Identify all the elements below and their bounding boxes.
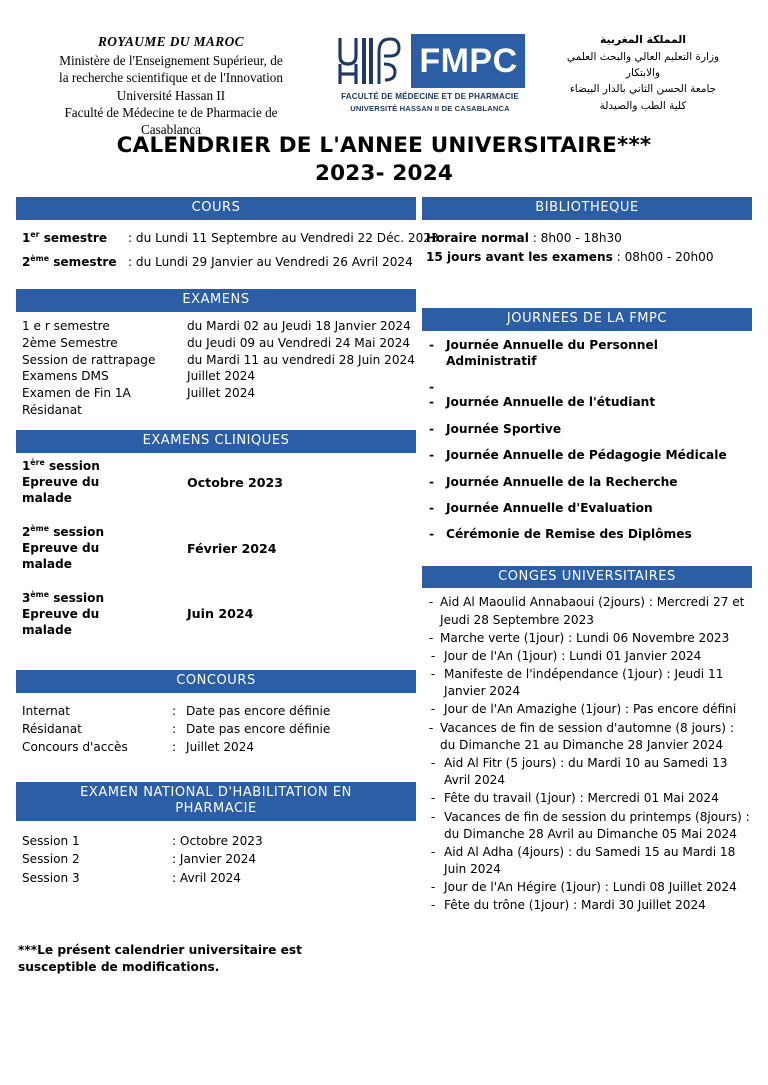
conge-item (422, 897, 752, 914)
section-body-cours (16, 220, 439, 271)
habilitation-row-value: : Janvier 2024 (172, 852, 257, 867)
header-university-line: Université Hassan II (116, 87, 226, 103)
concours-row-colon: : (172, 721, 177, 736)
right-column (422, 197, 752, 916)
habilitation-row (22, 869, 416, 887)
section-body-habilitation (16, 821, 416, 887)
spacer (422, 292, 752, 308)
bullet-dash-icon: - (429, 395, 435, 410)
conge-item-label: Jour de l'An Hégire (1jour) : Lundi 08 Juillet 2024 (444, 880, 737, 895)
examens-row-value: Juillet 2024 (187, 385, 256, 400)
header-arabic-line-5: كلية الطب والصيدلة (599, 99, 687, 112)
habilitation-row-value: : Octobre 2023 (172, 833, 263, 848)
bullet-dash-icon: - (429, 448, 435, 463)
journee-item-label: Journée Annuelle du Personnel Administratif (446, 338, 658, 369)
journee-item-label: Journée Sportive (446, 421, 562, 436)
spacer (16, 656, 416, 670)
logo-subtitle-2: UNIVERSITÉ HASSAN II DE CASABLANCA (350, 104, 510, 114)
bullet-dash-icon: - (430, 756, 436, 770)
bullet-dash-icon: - (428, 630, 434, 645)
conge-item-label: Manifeste de l'indépendance (1jour) : Jeudi 11 Janvier 2024 (444, 667, 724, 699)
habilitation-row (22, 850, 416, 868)
bibliotheque-row-label: Horaire normal (426, 230, 529, 245)
bullet-dash-icon: - (429, 474, 435, 489)
journee-item (424, 338, 752, 370)
conge-item (422, 630, 752, 647)
header-faculty-line-2: Casablanca (140, 122, 202, 138)
examens-row (22, 385, 416, 402)
conge-item (422, 594, 752, 628)
conge-item (422, 648, 752, 665)
conge-item (422, 809, 752, 843)
clinique-block-label: 3ème session Epreuve du malade (22, 589, 105, 637)
section-header-conges: CONGES UNIVERSITAIRES (422, 566, 752, 589)
journee-item-label: Cérémonie de Remise des Diplômes (446, 527, 692, 542)
clinique-block-value: Octobre 2023 (187, 474, 284, 490)
conge-item (422, 701, 752, 718)
conge-item-label: Vacances de fin de session d'automne (8 jours) : du Dimanche 21 au Dimanche 28 Janvier 2024 (440, 720, 734, 752)
logo-wordmark: FMPC (411, 34, 524, 88)
spacer (422, 266, 752, 292)
spacer (16, 418, 416, 430)
header-arabic-line-3: والابتكار (625, 67, 661, 79)
bullet-dash-icon: - (428, 595, 434, 610)
journee-item (424, 475, 752, 491)
habilitation-heading-line-1: EXAMEN NATIONAL D'HABILITATION EN (80, 785, 352, 801)
examens-row-label: 2ème Semestre (22, 335, 118, 350)
section-header-journees: JOURNEES DE LA FMPC (422, 308, 752, 331)
clinique-block (22, 458, 416, 507)
concours-row-label: Résidanat (22, 721, 82, 736)
page-title-year: 2023- 2024 (314, 160, 454, 186)
bullet-dash-icon: - (429, 527, 435, 542)
examens-row (22, 335, 416, 352)
bullet-dash-icon: - (429, 500, 435, 515)
journee-item-label: Journée Annuelle de la Recherche (446, 474, 678, 489)
bibliotheque-row-value: : 08h00 - 20h00 (612, 249, 714, 264)
bullet-dash-icon: - (429, 338, 435, 353)
clinique-block-label: 2ème session Epreuve du malade (22, 524, 105, 571)
header-ministry-line-1: Ministère de l'Enseignement Supérieur, de (59, 52, 283, 68)
bullet-dash-icon: - (428, 720, 434, 735)
section-header-bibliotheque: BIBLIOTHEQUE (422, 197, 752, 220)
left-column (16, 197, 439, 916)
section-header-examens-cliniques: EXAMENS CLINIQUES (16, 430, 416, 453)
concours-row-label: Concours d'accès (22, 739, 128, 754)
examens-row-label: Examens DMS (22, 369, 109, 384)
habilitation-row-label: Session 1 (22, 833, 80, 848)
logo-mark (340, 34, 520, 90)
conge-item-label: Aid Al Adha (4jours) : du Samedi 15 au Mardi 18 Juin 2024 (444, 844, 736, 877)
journee-item (424, 448, 752, 464)
examens-row (22, 368, 416, 385)
examens-row-value: du Mardi 02 au Jeudi 18 Janvier 2024 (187, 319, 411, 334)
concours-row-value: Juillet 2024 (186, 739, 255, 754)
header-arabic-block (534, 30, 752, 114)
concours-row (22, 720, 416, 738)
examens-row-value: du Jeudi 09 au Vendredi 24 Mai 2024 (187, 335, 411, 350)
header-arabic-line-2: وزارة التعليم العالي والبحث العلمي (566, 50, 720, 63)
bullet-dash-icon: - (429, 421, 435, 436)
logo-subtitle-1: FACULTÉ DE MÉDECINE ET DE PHARMACIE (341, 92, 519, 101)
section-body-conges (422, 588, 752, 914)
conge-item-label: Fête du travail (1jour) : Mercredi 01 Mai 2024 (444, 791, 719, 806)
journee-item (424, 501, 752, 517)
conge-item (422, 844, 752, 878)
concours-row-colon: : (172, 739, 177, 754)
conge-item-label: Aid Al Maoulid Annabaoui (2jours) : Mercredi 27 et Jeudi 28 Septembre 2023 (440, 595, 745, 627)
clinique-block-value: Juin 2024 (187, 606, 254, 622)
bullet-dash-icon: - (430, 702, 436, 717)
bullet-dash-icon: - (430, 667, 436, 682)
journee-item (424, 527, 752, 543)
conge-item (422, 790, 752, 807)
habilitation-row-label: Session 2 (22, 852, 80, 867)
section-header-examens: EXAMENS (16, 289, 416, 312)
spacer (16, 756, 416, 782)
spacer (16, 277, 416, 289)
journee-item (424, 380, 752, 395)
section-header-cours: COURS (16, 197, 416, 220)
section-body-concours (16, 693, 416, 756)
examens-row (22, 318, 416, 335)
header-faculty-line-1: Faculté de Médecine te de Pharmacie de (64, 104, 278, 120)
bullet-dash-icon: - (430, 880, 436, 895)
habilitation-row-value: : Avril 2024 (172, 870, 241, 885)
conge-item (422, 720, 752, 754)
concours-row (22, 702, 416, 720)
cours-row (22, 229, 439, 247)
header-arabic-line-4: جامعة الحسن الثاني بالدار البيضاء (569, 83, 717, 96)
bullet-dash-icon: - (430, 648, 436, 663)
conge-item-label: Fête du trône (1jour) : Mardi 30 Juillet 2024 (444, 898, 706, 913)
conge-item-label: Aid Al Fitr (5 jours) : du Mardi 10 au Samedi 13 Avril 2024 (444, 756, 728, 788)
concours-row-label: Internat (22, 703, 70, 718)
clinique-block-label: 1ère session Epreuve du malade (22, 458, 100, 506)
bibliotheque-row-value: : 8h00 - 18h30 (528, 230, 622, 245)
section-header-habilitation (16, 782, 416, 821)
cours-row (22, 253, 416, 271)
examens-row-value: du Mardi 11 au vendredi 28 Juin 2024 (187, 352, 415, 367)
content-columns (0, 197, 768, 916)
header-ministry-line-2: la recherche scientifique et de l'Innovation (59, 70, 283, 86)
section-header-concours: CONCOURS (16, 670, 416, 693)
conge-item (422, 755, 752, 789)
section-body-examens (16, 312, 416, 418)
bullet-dash-icon: - (429, 380, 435, 395)
section-body-journees (422, 331, 752, 543)
cours-row-value: : du Lundi 29 Janvier au Vendredi 26 Avril 2024 (128, 255, 413, 270)
bibliotheque-row-label: 15 jours avant les examens (426, 249, 613, 264)
concours-row-colon: : (172, 703, 177, 718)
cours-row-value: : du Lundi 11 Septembre au Vendredi 22 Déc. 2023 (128, 230, 439, 245)
header-royaume: ROYAUME DU MAROC (97, 34, 245, 49)
conge-item (422, 666, 752, 700)
habilitation-heading-line-2: PHARMACIE (175, 800, 257, 816)
conge-item-label: Jour de l'An (1jour) : Lundi 01 Janvier 2024 (444, 648, 702, 663)
journee-item (424, 422, 752, 438)
footnote: ***Le présent calendrier universitaire est susceptible de modifications. (18, 942, 302, 975)
clinique-block-value: Février 2024 (187, 540, 277, 556)
cours-row-label: 1er semestre (22, 229, 108, 245)
page-title (0, 132, 768, 187)
journee-item-label: Journée Annuelle de l'étudiant (446, 395, 656, 410)
examens-row-value: Juillet 2024 (187, 369, 256, 384)
page-title-main: CALENDRIER DE L'ANNEE UNIVERSITAIRE*** (116, 133, 652, 158)
concours-row (22, 738, 416, 756)
examens-row-label: Examen de Fin 1A (22, 385, 131, 400)
habilitation-row-label: Session 3 (22, 870, 80, 885)
concours-row-value: Date pas encore définie (186, 703, 331, 718)
conge-item-label: Jour de l'An Amazighe (1jour) : Pas encore défini (444, 702, 737, 717)
logo-glyph-icon (335, 34, 403, 88)
examens-row-label: 1 e r semestre (22, 319, 110, 334)
journee-item-label: Journée Annuelle d'Evaluation (446, 500, 653, 515)
examens-row (22, 402, 416, 419)
bullet-dash-icon: - (430, 791, 436, 806)
conge-item (422, 879, 752, 896)
examens-row (22, 352, 416, 369)
concours-row-value: Date pas encore définie (186, 721, 331, 736)
section-body-examens-cliniques (16, 453, 416, 639)
conge-item-label: Vacances de fin de session du printemps (8jours) : du Dimanche 28 Avril au Dimanche 05 Mai 2024 (444, 809, 750, 841)
cours-row-label: 2ème semestre (22, 254, 117, 270)
journee-item (424, 395, 752, 411)
habilitation-row (22, 832, 416, 850)
header-french-block (16, 30, 326, 139)
bullet-dash-icon: - (430, 844, 436, 859)
header-arabic-line-1: المملكة المغربية (599, 33, 687, 46)
conge-item-label: Marche verte (1jour) : Lundi 06 Novembre 2023 (440, 630, 730, 645)
bullet-dash-icon: - (430, 898, 436, 913)
examens-row-label: Résidanat (22, 402, 82, 417)
fmpc-logo (340, 30, 520, 114)
clinique-block (22, 524, 416, 573)
section-body-bibliotheque (422, 220, 752, 266)
document-header (0, 0, 768, 138)
journee-item-label: Journée Annuelle de Pédagogie Médicale (446, 448, 727, 463)
spacer (422, 554, 752, 566)
clinique-block (22, 590, 416, 639)
bibliotheque-row (426, 248, 752, 267)
bibliotheque-row (426, 229, 752, 248)
examens-row-label: Session de rattrapage (22, 352, 156, 367)
bullet-dash-icon: - (430, 809, 436, 824)
